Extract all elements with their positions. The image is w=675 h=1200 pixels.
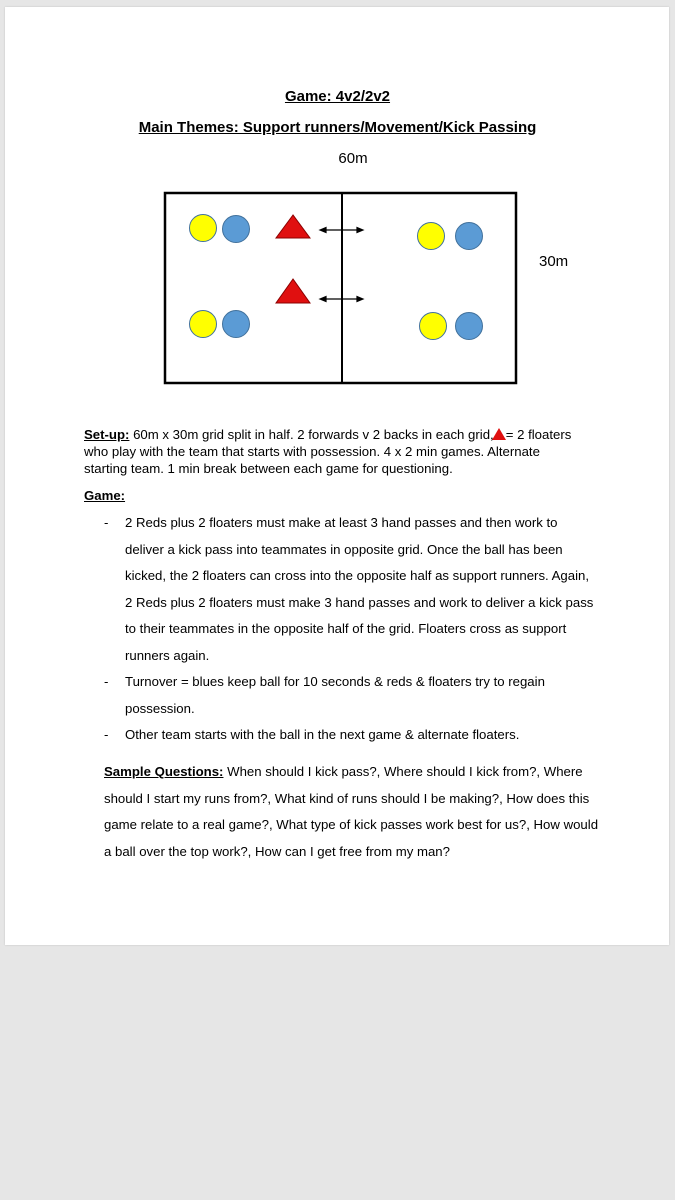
setup-text-after: = 2 floaters who play with the team that starts with possession. 4 x 2 min games. Alternate starting team. 1 min break between each game for questioning. bbox=[84, 427, 572, 476]
height-label: 30m bbox=[539, 253, 569, 270]
blue-player bbox=[456, 313, 483, 340]
blue-player bbox=[223, 216, 250, 243]
setup-text-before: 60m x 30m grid split in half. 2 forwards v 2 backs in each grid, bbox=[129, 427, 494, 442]
setup-paragraph bbox=[84, 426, 584, 477]
setup-label: Set-up: bbox=[84, 427, 130, 442]
blue-player bbox=[223, 311, 250, 338]
game-heading: Game: bbox=[84, 488, 126, 503]
pitch-outline bbox=[165, 193, 516, 383]
bullet-dash: - bbox=[104, 515, 109, 530]
questions-label: Sample Questions: bbox=[104, 764, 224, 779]
main-themes: Main Themes: Support runners/Movement/Kick Passing bbox=[138, 119, 537, 136]
bullet-dash: - bbox=[104, 674, 109, 689]
width-label: 60m bbox=[338, 150, 368, 167]
yellow-player bbox=[190, 311, 217, 338]
bullet-dash: - bbox=[104, 727, 109, 742]
questions-text: When should I kick pass?, Where should I kick from?, Where should I start my runs from?, What kind of runs should I be making?, How does this game relate to a real game?, What type of kick passes work best for us?, How would a ball over the top work?, How can I get free from my man? bbox=[104, 764, 599, 859]
red-floater bbox=[276, 279, 310, 303]
game-title: Game: 4v2/2v2 bbox=[284, 88, 391, 105]
red-triangle-icon bbox=[492, 428, 506, 440]
list-item: Turnover = blues keep ball for 10 seconds & reds & floaters try to regain possession. bbox=[125, 674, 545, 716]
red-floater bbox=[276, 215, 310, 238]
list-item: Other team starts with the ball in the next game & alternate floaters. bbox=[125, 727, 520, 742]
list-item: 2 Reds plus 2 floaters must make at least 3 hand passes and then work to deliver a kick pass into teammates in opposite grid. Once the ball has been kicked, the 2 floaters can cross into the opposite half as support runners. Again, 2 Reds plus 2 floaters must make 3 hand passes and work to deliver a kick pass to their teammates in the opposite half of the grid. Floaters cross as support runners again. bbox=[125, 515, 594, 663]
pitch-diagram bbox=[0, 0, 675, 420]
yellow-player bbox=[190, 215, 217, 242]
yellow-player bbox=[418, 223, 445, 250]
blue-player bbox=[456, 223, 483, 250]
yellow-player bbox=[420, 313, 447, 340]
sample-questions bbox=[104, 759, 599, 865]
